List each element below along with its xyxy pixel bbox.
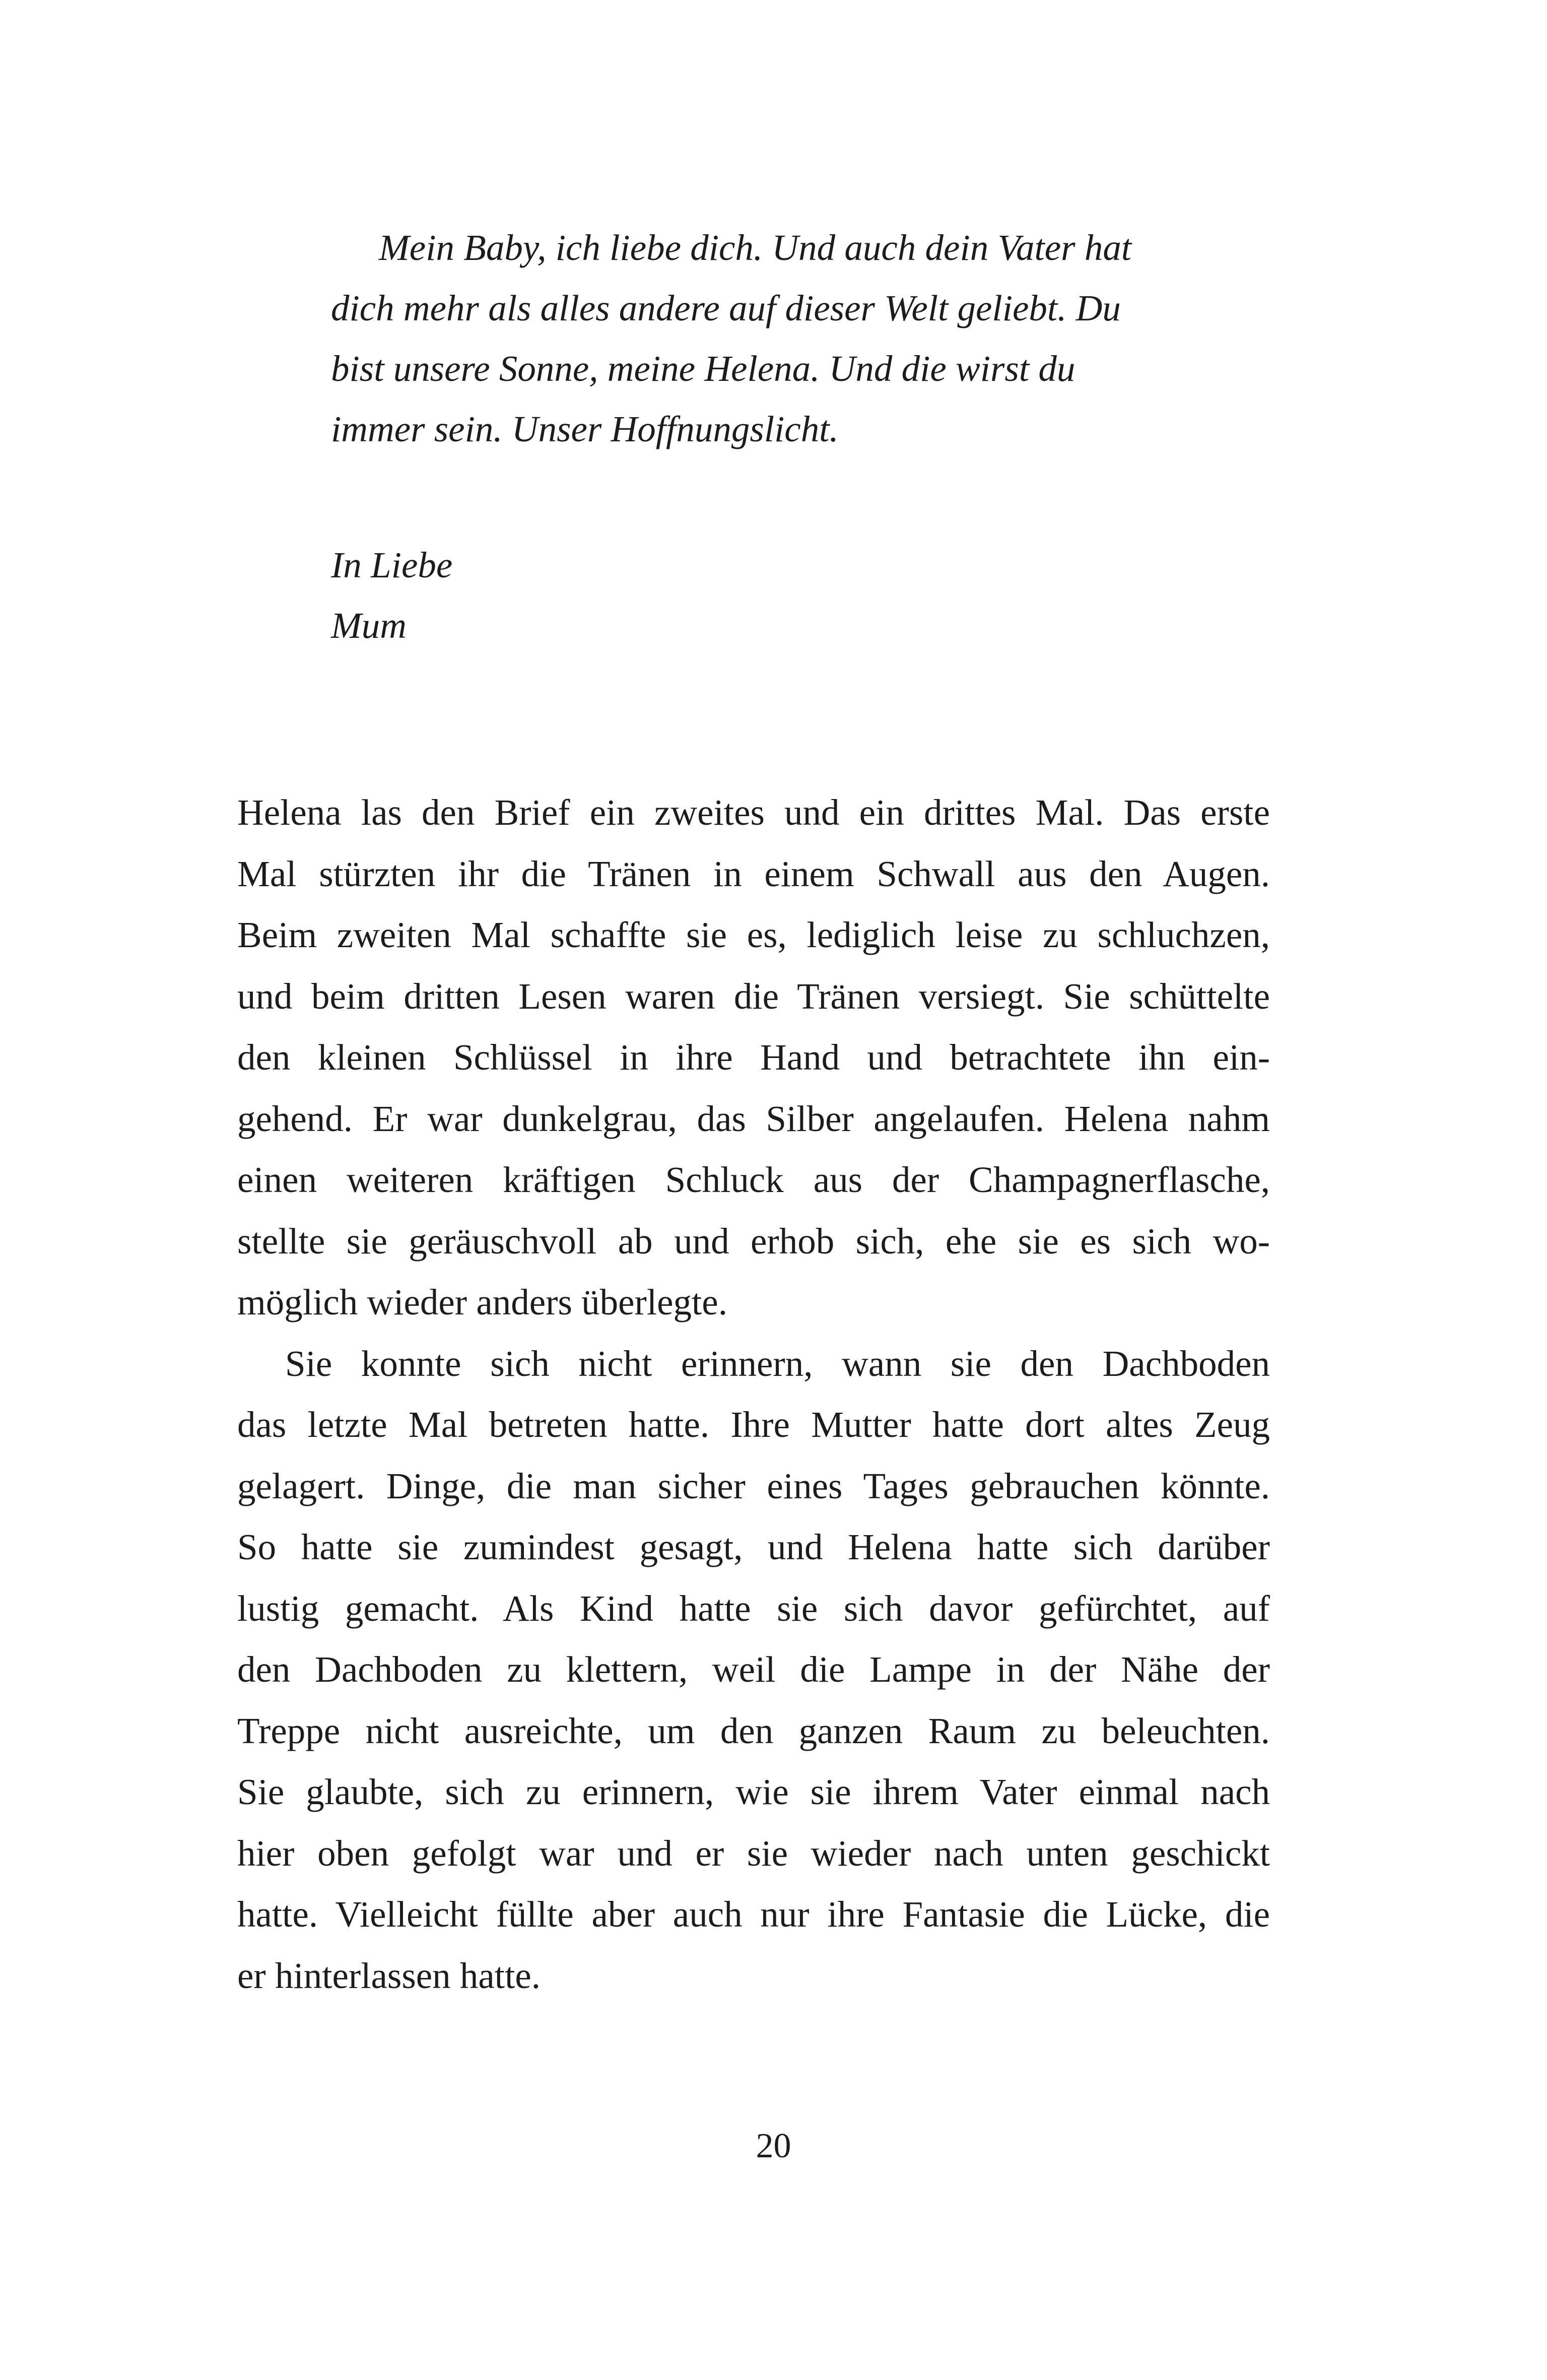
text-line: einen weiteren kräftigen Schluck aus der Champagnerflasche, — [237, 1159, 1270, 1200]
text-line: Mal stürzten ihr die Tränen in einem Schwall aus den Augen. — [237, 853, 1270, 894]
text-line: So hatte sie zumindest gesagt, und Helena hatte sich darüber — [237, 1527, 1270, 1567]
text-line: möglich wieder anders überlegte. — [237, 1282, 727, 1323]
text-line: das letzte Mal betreten hatte. Ihre Mutter hatte dort altes Zeug — [237, 1404, 1270, 1445]
text-line: hatte. Vielleicht füllte aber auch nur ihre Fantasie die Lücke, die — [237, 1894, 1270, 1935]
text-line: stellte sie geräuschvoll ab und erhob sich, ehe sie es sich wo- — [237, 1220, 1270, 1262]
letter-line: immer sein. Unser Hoffnungslicht. — [331, 409, 839, 449]
closing-line: In Liebe — [331, 545, 453, 585]
text-line: Helena las den Brief ein zweites und ein drittes Mal. Das erste — [237, 792, 1270, 833]
letter-line: Mein Baby, ich liebe dich. Und auch dein Vater hat — [379, 227, 1132, 268]
letter-line: dich mehr als alles andere auf dieser Welt geliebt. Du — [331, 288, 1121, 328]
text-line: lustig gemacht. Als Kind hatte sie sich davor gefürchtet, auf — [237, 1588, 1270, 1629]
text-line: er hinterlassen hatte. — [237, 1955, 541, 1996]
text-line: Beim zweiten Mal schaffte sie es, lediglich leise zu schluchzen, — [237, 914, 1270, 955]
text-line: Treppe nicht ausreichte, um den ganzen Raum zu beleuchten. — [237, 1710, 1270, 1751]
text-line: hier oben gefolgt war und er sie wieder nach unten geschickt — [237, 1832, 1270, 1874]
text-line: gelagert. Dinge, die man sicher eines Tages gebrauchen könnte. — [237, 1465, 1270, 1506]
letter-closing — [331, 535, 452, 656]
paragraph — [237, 1333, 1270, 2007]
text-line: gehend. Er war dunkelgrau, das Silber angelaufen. Helena nahm — [237, 1098, 1270, 1139]
signature-line: Mum — [331, 605, 407, 646]
text-line: Sie konnte sich nicht erinnern, wann sie den Dachboden — [285, 1343, 1270, 1384]
letter-text — [331, 218, 1177, 459]
paragraph — [237, 782, 1270, 1333]
body-text — [237, 782, 1270, 2006]
letter-line: bist unsere Sonne, meine Helena. Und die wirst du — [331, 348, 1075, 389]
text-line: und beim dritten Lesen waren die Tränen versiegt. Sie schüttelte — [237, 975, 1270, 1017]
text-line: Sie glaubte, sich zu erinnern, wie sie ihrem Vater einmal nach — [237, 1771, 1270, 1812]
page-number: 20 — [756, 2127, 791, 2165]
text-line: den kleinen Schlüssel in ihre Hand und betrachtete ihn ein- — [237, 1037, 1270, 1078]
text-line: den Dachboden zu klettern, weil die Lampe in der Nähe der — [237, 1649, 1270, 1690]
